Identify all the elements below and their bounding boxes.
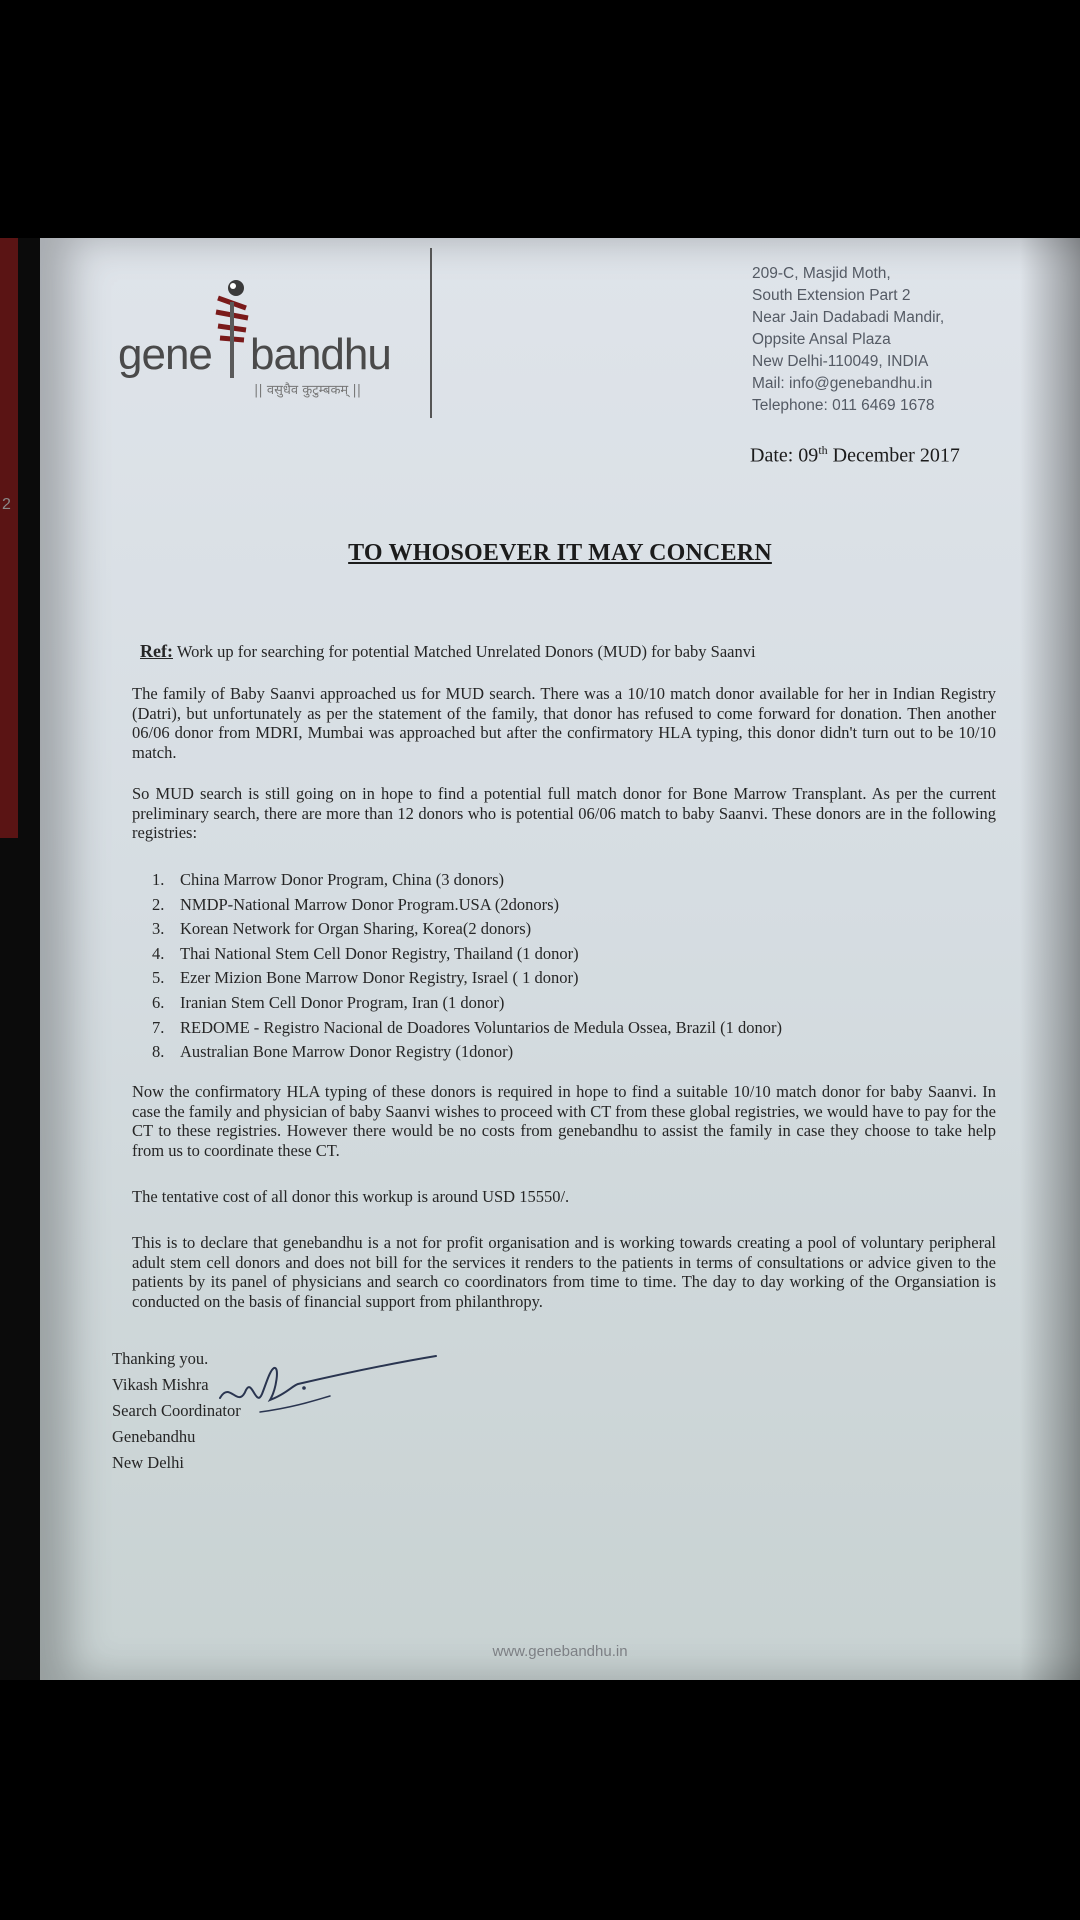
list-item-number: 8.	[152, 1042, 165, 1062]
footer-website: www.genebandhu.in	[492, 1643, 628, 1660]
list-item	[152, 991, 782, 1016]
paragraph-mud-search-history: The family of Baby Saanvi approached us for MUD search. There was a 10/10 match donor available for her in Indian Registry (Datri), but unfortunately as per the statement of the family, that donor has refused to come forward for donation. Then another 06/06 donor from MDRI, Mumbai was approached but after the confirmatory HLA typing, this donor didn't turn out to be 10/10 match.	[132, 684, 996, 762]
logo-word-bandhu: bandhu	[250, 330, 391, 379]
address-line: Near Jain Dadabadi Mandir,	[752, 309, 945, 326]
address-line: South Extension Part 2	[752, 287, 911, 304]
list-item	[152, 917, 782, 942]
list-item-number: 1.	[152, 870, 165, 889]
list-item-text: Iranian Stem Cell Donor Program, Iran (1 donor)	[180, 992, 505, 1012]
genebandhu-logo	[118, 278, 398, 398]
letter-photo	[0, 238, 1080, 1680]
registry-list	[152, 868, 782, 1065]
address-line: New Delhi-110049, INDIA	[752, 353, 929, 370]
header-divider	[430, 248, 432, 418]
list-item	[152, 868, 782, 893]
letter-date	[750, 443, 960, 468]
date-suffix: December 2017	[827, 444, 960, 467]
list-item-number: 7.	[152, 1017, 165, 1037]
logo-figure-icon	[208, 278, 256, 388]
logo-tagline: || वसुधैव कुटुम्बकम् ||	[254, 383, 362, 398]
signatory-organisation: Genebandhu	[112, 1427, 196, 1446]
list-item-number: 6.	[152, 992, 165, 1012]
signatory-city: New Delhi	[112, 1453, 184, 1472]
list-item	[152, 893, 782, 918]
list-item	[152, 1040, 782, 1065]
signatory-name: Vikash Mishra	[112, 1375, 209, 1394]
signatory-role: Search Coordinator	[112, 1401, 241, 1420]
paragraph-non-profit-declaration: This is to declare that genebandhu is a not for profit organisation and is working towards creating a pool of voluntary peripheral adult stem cell donors and does not bill for the services it renders to the patients in terms of consultations or advice given to the patients by its panel of physicians and search co coordinators from time to time. The day to day working of the Organsiation is conducted on the basis of financial support from philanthropy.	[132, 1233, 996, 1311]
list-item-text: REDOME - Registro Nacional de Doadores Voluntarios de Medula Ossea, Brazil (1 donor)	[180, 1017, 782, 1037]
address-line: 209-C, Masjid Moth,	[752, 265, 891, 282]
address-telephone: Telephone: 011 6469 1678	[752, 397, 935, 414]
list-item-text: Ezer Mizion Bone Marrow Donor Registry, Israel ( 1 donor)	[180, 968, 579, 988]
list-item-number: 2.	[152, 894, 165, 914]
date-superscript: th	[818, 443, 828, 457]
red-edge-strip	[0, 238, 18, 838]
paragraph-current-search: So MUD search is still going on in hope to find a potential full match donor for Bone Marrow Transplant. As per the current preliminary search, there are more than 12 donors who is potential 06/06 match to baby Saanvi. These donors are in the following registries:	[132, 784, 996, 842]
list-item-number: 5.	[152, 968, 165, 988]
paragraph-confirmatory-typing: Now the confirmatory HLA typing of these donors is required in hope to find a suitable 10/10 match donor for baby Saanvi. In case the family and physician of baby Saanvi wishes to proceed with CT from these global registries, we would have to pay for the CT to these registries. However there would be no costs from genebandhu to assist the family in case they choose to take help from us to coordinate these CT.	[132, 1082, 996, 1160]
list-item	[152, 942, 782, 967]
logo-word-gene: gene	[118, 330, 212, 379]
list-item-text: NMDP-National Marrow Donor Program.USA (2donors)	[180, 894, 560, 914]
list-item-text: Thai National Stem Cell Donor Registry, Thailand (1 donor)	[180, 943, 579, 963]
date-prefix: Date: 09	[750, 444, 819, 467]
reference-text: Work up for searching for potential Matched Unrelated Donors (MUD) for baby Saanvi	[176, 642, 756, 661]
list-item	[152, 966, 782, 991]
list-item-number: 3.	[152, 919, 165, 939]
list-item-text: Australian Bone Marrow Donor Registry (1donor)	[180, 1042, 514, 1062]
list-item-text: Korean Network for Organ Sharing, Korea(2 donors)	[180, 919, 532, 939]
letter-paper	[40, 238, 1080, 1680]
letter-title: TO WHOSOEVER IT MAY CONCERN	[348, 540, 772, 566]
edge-mark: 2	[2, 496, 11, 513]
list-item	[152, 1016, 782, 1041]
closing-thanks: Thanking you.	[112, 1349, 209, 1368]
address-line: Oppsite Ansal Plaza	[752, 331, 891, 348]
paragraph-tentative-cost: The tentative cost of all donor this workup is around USD 15550/.	[132, 1187, 570, 1206]
list-item-text: China Marrow Donor Program, China (3 donors)	[180, 870, 504, 889]
reference-label: Ref:	[140, 641, 173, 661]
reference-line	[140, 641, 756, 662]
letterhead-address	[752, 263, 944, 417]
paper-shadow	[1020, 238, 1080, 1680]
handwritten-signature	[200, 1350, 440, 1420]
list-item-number: 4.	[152, 943, 165, 963]
address-email: Mail: info@genebandhu.in	[752, 375, 933, 392]
